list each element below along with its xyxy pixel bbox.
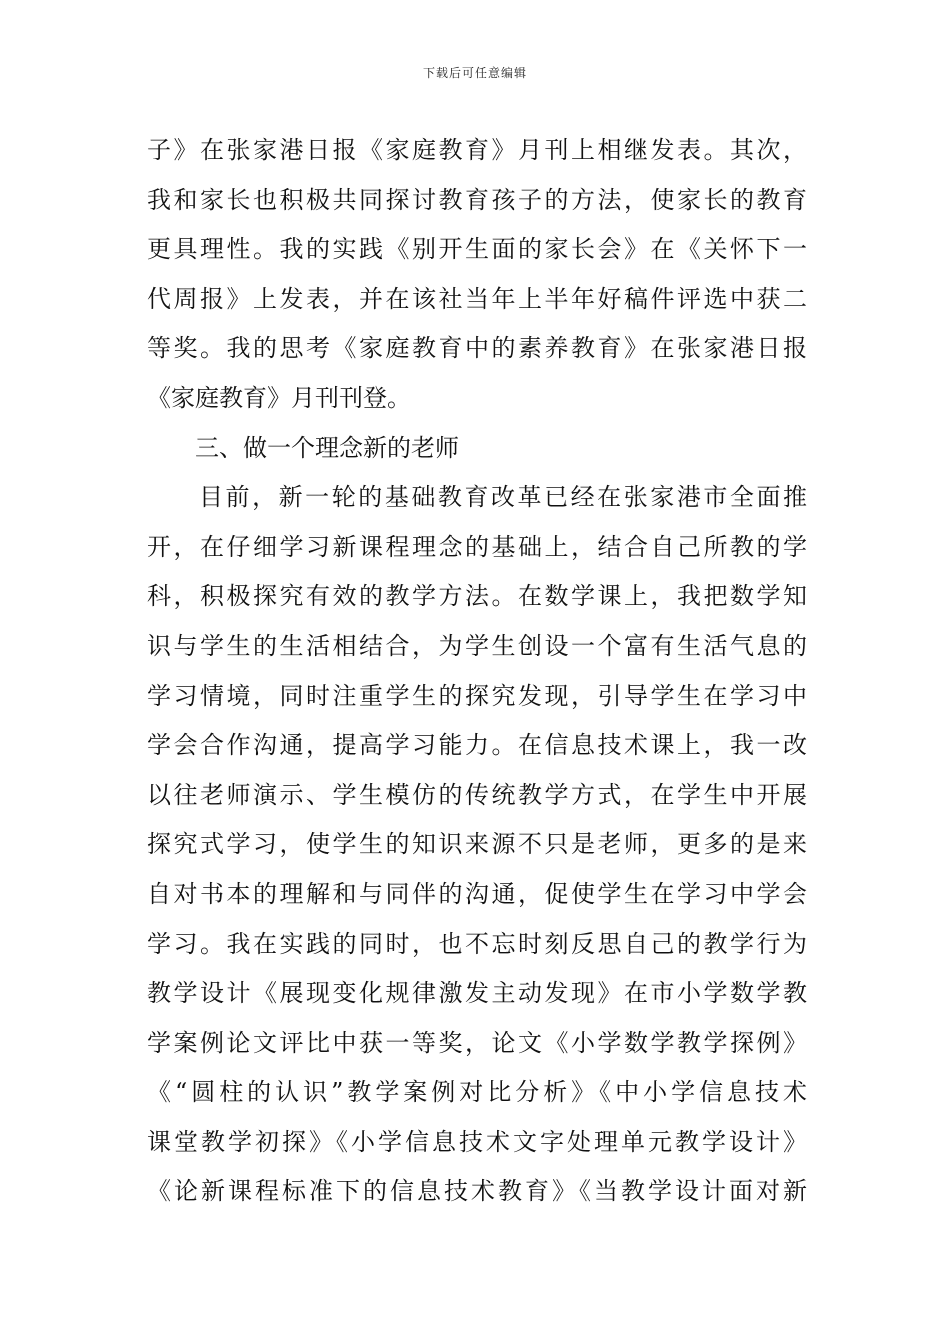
- page-header: 下载后可任意编辑: [422, 66, 527, 80]
- text-line: 《“圆柱的认识”教学案例对比分析》《中小学信息技术: [147, 1078, 807, 1107]
- text-line: 科，积极探究有效的教学方法。在数学课上，我把数学知: [147, 582, 807, 611]
- text-line: 等奖。我的思考《家庭教育中的素养教育》在张家港日报: [147, 334, 807, 363]
- text-line: 学案例论文评比中获一等奖，论文《小学数学教学探例》: [147, 1028, 807, 1057]
- text-line: 开，在仔细学习新课程理念的基础上，结合自己所教的学: [147, 532, 807, 561]
- text-line: 代周报》上发表，并在该社当年上半年好稿件评选中获二: [147, 284, 807, 313]
- text-line: 目前，新一轮的基础教育改革已经在张家港市全面推: [199, 483, 807, 512]
- text-line: 以往老师演示、学生模仿的传统教学方式，在学生中开展: [147, 780, 807, 809]
- text-line: 我和家长也积极共同探讨教育孩子的方法，使家长的教育: [147, 185, 807, 214]
- text-line: 《论新课程标准下的信息技术教育》《当教学设计面对新: [147, 1177, 807, 1206]
- text-line: 识与学生的生活相结合，为学生创设一个富有生活气息的: [147, 631, 807, 660]
- text-line: 更具理性。我的实践《别开生面的家长会》在《关怀下一: [147, 235, 807, 264]
- section-heading: 三、做一个理念新的老师: [195, 433, 459, 462]
- text-line: 子》在张家港日报《家庭教育》月刊上相继发表。其次，: [147, 136, 807, 164]
- text-line: 《家庭教育》月刊刊登。: [147, 383, 411, 412]
- text-line: 学习。我在实践的同时，也不忘时刻反思自己的教学行为: [147, 929, 807, 958]
- document-body: [147, 126, 807, 1217]
- text-line: 学会合作沟通，提高学习能力。在信息技术课上，我一改: [147, 731, 807, 760]
- text-line: 教学设计《展现变化规律激发主动发现》在市小学数学教: [147, 979, 807, 1008]
- text-line: 课堂教学初探》《小学信息技术文字处理单元教学设计》: [147, 1127, 807, 1156]
- text-line: 学习情境，同时注重学生的探究发现，引导学生在学习中: [147, 681, 807, 710]
- text-line: 自对书本的理解和与同伴的沟通，促使学生在学习中学会: [147, 879, 807, 908]
- text-line: 探究式学习，使学生的知识来源不只是老师，更多的是来: [147, 830, 807, 859]
